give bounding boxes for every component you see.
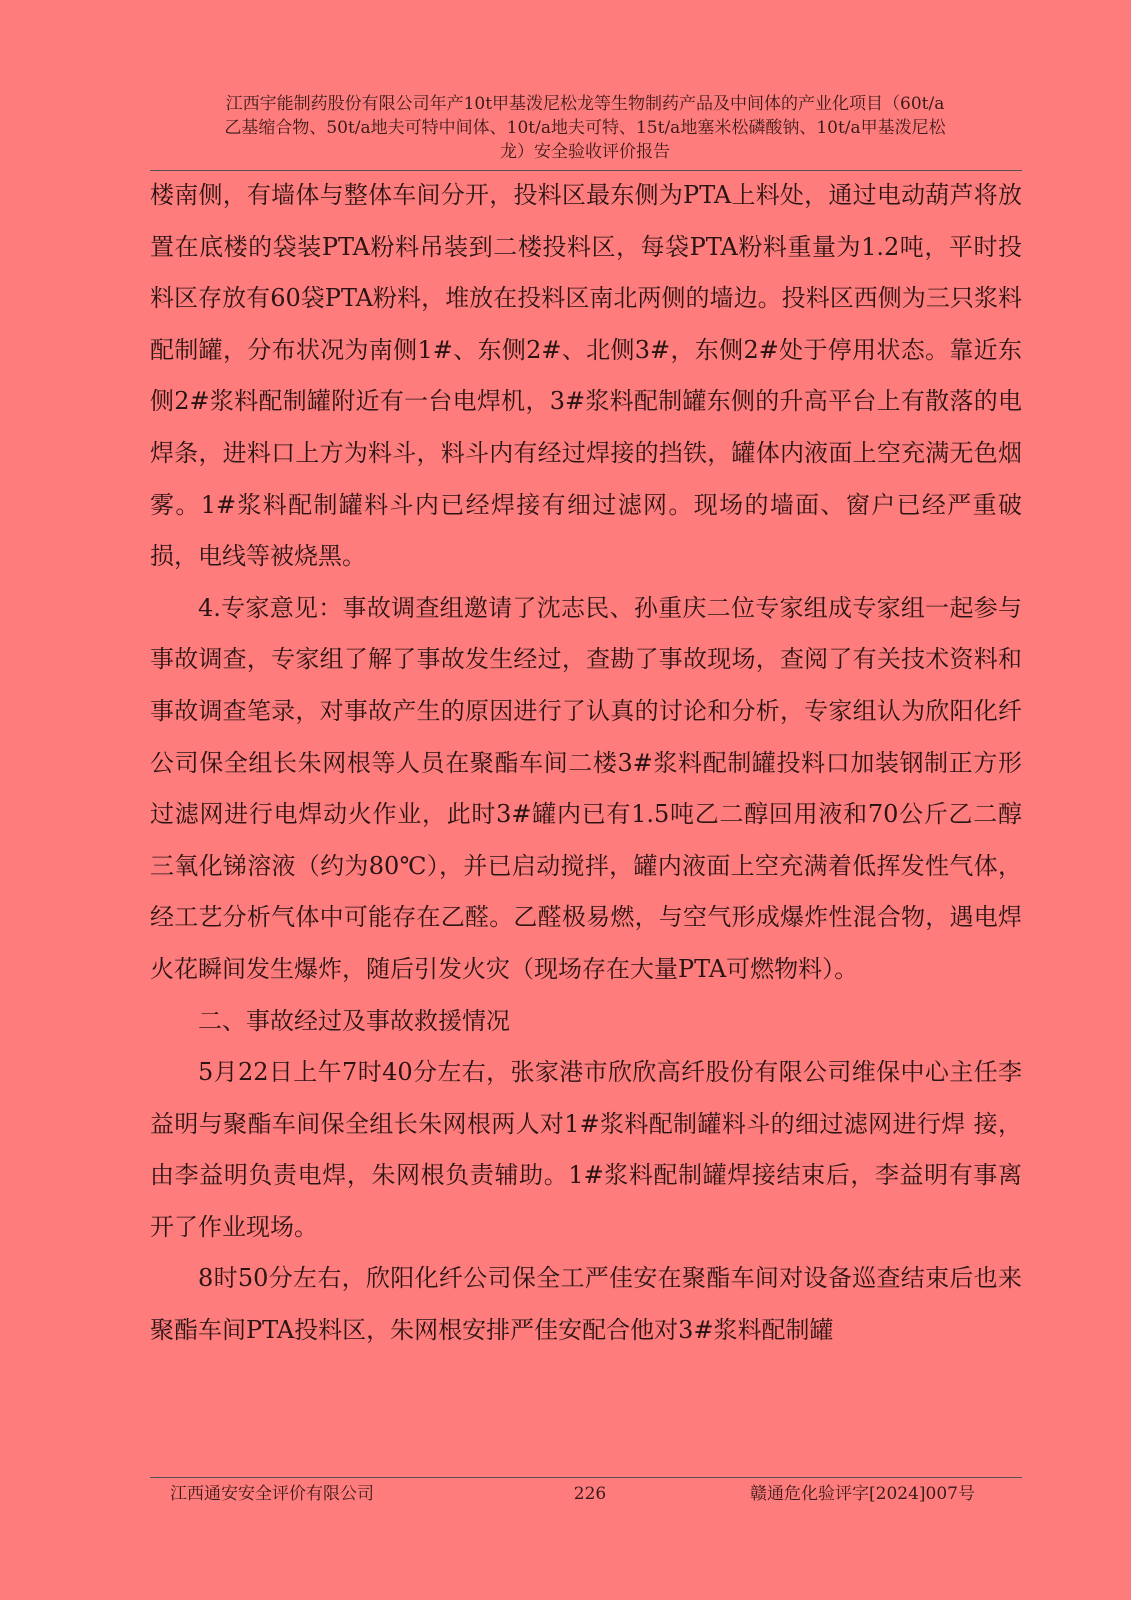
footer-page-number: 226 (573, 1484, 607, 1504)
section-heading: 二、事故经过及事故救援情况 (198, 1006, 510, 1035)
document-body (150, 170, 1022, 1357)
paragraph-continued: 8时50分左右，欣阳化纤公司保全工严佳安在聚酯车间对设备巡查结束后也来聚酯车间PTA投料区，朱网根安排严佳安配合他对3#浆料配制罐 (150, 1264, 1022, 1345)
header-line-3: 龙）安全验收评价报告 (500, 142, 670, 162)
paragraph-accident-process: 5月22日上午7时40分左右，张家港市欣欣高纤股份有限公司维保中心主任李益明与聚酯车间保全组长朱网根两人对1#浆料配制罐料斗的细过滤网进行焊 接，由李益明负责电焊，朱网根负责辅助。1#浆料配制罐焊接结束后，李益明有事离开了作业现场。 (150, 1058, 1022, 1241)
footer-company: 江西通安安全评价有限公司 (170, 1484, 374, 1504)
footer-doc-number: 赣通危化验评字[2024]007号 (750, 1484, 975, 1504)
page-header (150, 92, 1020, 164)
paragraph-1: 楼南侧，有墙体与整体车间分开，投料区最东侧为PTA上料处，通过电动葫芦将放置在底楼的袋装PTA粉料吊装到二楼投料区，每袋PTA粉料重量为1.2吨，平时投料区存放有60袋PTA粉料，堆放在投料区南北两侧的墙边。投料区西侧为三只浆料配制罐，分布状况为南侧1#、东侧2#、北侧3#，东侧2#处于停用状态。靠近东侧2#浆料配制罐附近有一台电焊机，3#浆料配制罐东侧的升高平台上有散落的电焊条，进料口上方为料斗，料斗内有经过焊接的挡铁，罐体内液面上空充满无色烟雾。1#浆料配制罐料斗内已经焊接有细过滤网。现场的墙面、窗户已经严重破损，电线等被烧黑。 (150, 181, 1022, 571)
header-line-1: 江西宇能制药股份有限公司年产10t甲基泼尼松龙等生物制药产品及中间体的产业化项目（60t/a (225, 94, 945, 114)
paragraph-expert-opinion: 4.专家意见：事故调查组邀请了沈志民、孙重庆二位专家组成专家组一起参与事故调查，专家组了解了事故发生经过，查勘了事故现场，查阅了有关技术资料和事故调查笔录，对事故产生的原因进行了认真的讨论和分析，专家组认为欣阳化纤公司保全组长朱网根等人员在聚酯车间二楼3#浆料配制罐投料口加装钢制正方形过滤网进行电焊动火作业，此时3#罐内已有1.5吨乙二醇回用液和70公斤乙二醇三氧化锑溶液（约为80℃），并已启动搅拌，罐内液面上空充满着低挥发性气体，经工艺分析气体中可能存在乙醛。乙醛极易燃，与空气形成爆炸性混合物，遇电焊火花瞬间发生爆炸，随后引发火灾（现场存在大量PTA可燃物料）。 (150, 593, 1022, 983)
header-line-2: 乙基缩合物、50t/a地夫可特中间体、10t/a地夫可特、15t/a地塞米松磷酸钠、10t/a甲基泼尼松 (224, 118, 946, 138)
footer-divider (150, 1477, 1022, 1478)
